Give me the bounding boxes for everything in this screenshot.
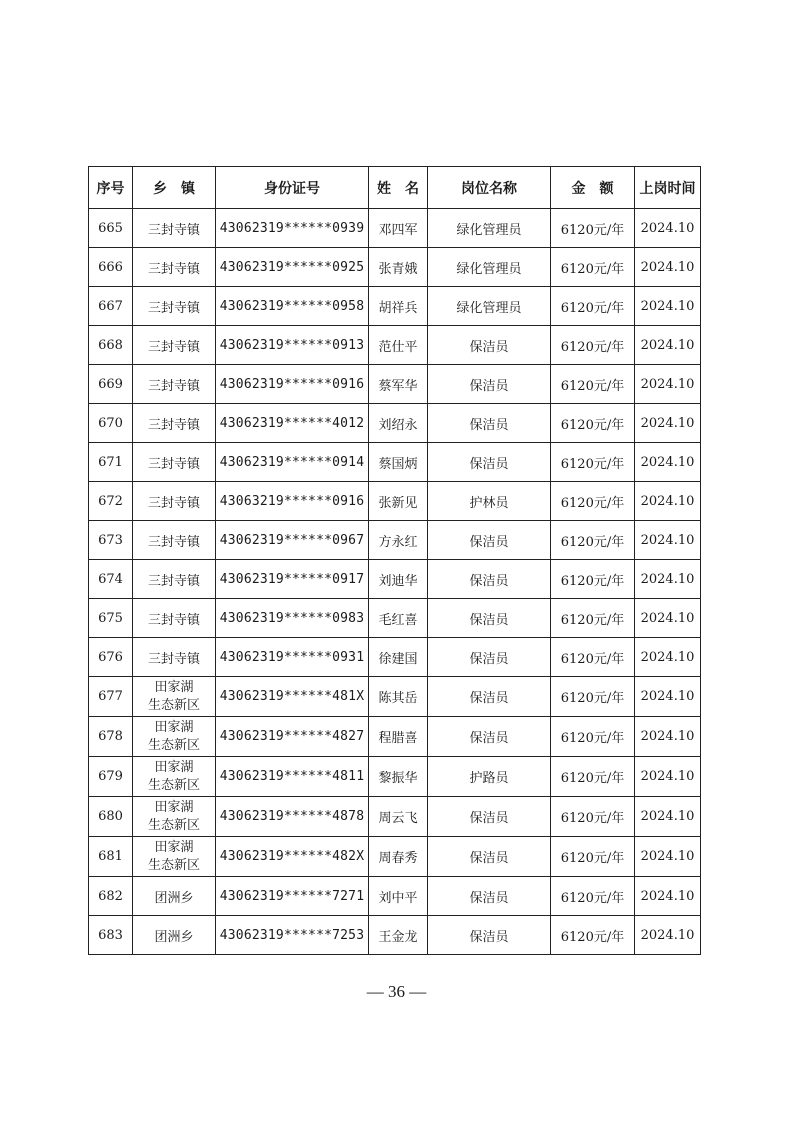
table-row bbox=[89, 443, 701, 482]
cell-name: 刘中平 bbox=[369, 877, 428, 916]
cell-town: 三封寺镇 bbox=[133, 209, 216, 248]
town-line-1: 田家湖 bbox=[154, 799, 194, 815]
cell-id-number: 43062319******7271 bbox=[216, 877, 369, 916]
table-row bbox=[89, 797, 701, 837]
cell-id-number: 43062319******0931 bbox=[216, 638, 369, 677]
cell-town: 团洲乡 bbox=[133, 877, 216, 916]
cell-town: 三封寺镇 bbox=[133, 560, 216, 599]
table-row bbox=[89, 521, 701, 560]
cell-start-date: 2024.10 bbox=[635, 757, 701, 797]
cell-seq: 673 bbox=[89, 521, 133, 560]
cell-position: 保洁员 bbox=[428, 837, 551, 877]
cell-start-date: 2024.10 bbox=[635, 326, 701, 365]
town-line-2: 生态新区 bbox=[147, 857, 200, 873]
table-row bbox=[89, 560, 701, 599]
cell-start-date: 2024.10 bbox=[635, 837, 701, 877]
header-position: 岗位名称 bbox=[428, 167, 551, 209]
cell-start-date: 2024.10 bbox=[635, 916, 701, 955]
cell-position: 保洁员 bbox=[428, 797, 551, 837]
table-row bbox=[89, 287, 701, 326]
cell-id-number: 43062319******4012 bbox=[216, 404, 369, 443]
cell-town: 三封寺镇 bbox=[133, 521, 216, 560]
cell-position: 保洁员 bbox=[428, 365, 551, 404]
cell-name: 毛红喜 bbox=[369, 599, 428, 638]
cell-start-date: 2024.10 bbox=[635, 404, 701, 443]
table-row bbox=[89, 638, 701, 677]
cell-position: 保洁员 bbox=[428, 599, 551, 638]
cell-amount: 6120元/年 bbox=[551, 797, 635, 837]
cell-seq: 681 bbox=[89, 837, 133, 877]
town-line-2: 生态新区 bbox=[147, 817, 200, 833]
cell-seq: 682 bbox=[89, 877, 133, 916]
cell-seq: 665 bbox=[89, 209, 133, 248]
cell-seq: 667 bbox=[89, 287, 133, 326]
header-name: 姓 名 bbox=[369, 167, 428, 209]
cell-town bbox=[133, 797, 216, 837]
cell-name: 范仕平 bbox=[369, 326, 428, 365]
cell-start-date: 2024.10 bbox=[635, 248, 701, 287]
cell-seq: 669 bbox=[89, 365, 133, 404]
cell-seq: 674 bbox=[89, 560, 133, 599]
cell-start-date: 2024.10 bbox=[635, 482, 701, 521]
cell-name: 蔡军华 bbox=[369, 365, 428, 404]
cell-start-date: 2024.10 bbox=[635, 677, 701, 717]
cell-id-number: 43062319******0967 bbox=[216, 521, 369, 560]
cell-amount: 6120元/年 bbox=[551, 916, 635, 955]
cell-town: 三封寺镇 bbox=[133, 638, 216, 677]
cell-start-date: 2024.10 bbox=[635, 209, 701, 248]
town-line-1: 田家湖 bbox=[154, 719, 194, 735]
cell-town: 三封寺镇 bbox=[133, 599, 216, 638]
cell-name: 张青娥 bbox=[369, 248, 428, 287]
cell-position: 保洁员 bbox=[428, 717, 551, 757]
table-row bbox=[89, 916, 701, 955]
cell-seq: 678 bbox=[89, 717, 133, 757]
cell-id-number: 43062319******482X bbox=[216, 837, 369, 877]
table-row bbox=[89, 717, 701, 757]
table-row bbox=[89, 365, 701, 404]
cell-position: 保洁员 bbox=[428, 638, 551, 677]
cell-start-date: 2024.10 bbox=[635, 521, 701, 560]
cell-id-number: 43062319******0914 bbox=[216, 443, 369, 482]
cell-town: 三封寺镇 bbox=[133, 287, 216, 326]
cell-start-date: 2024.10 bbox=[635, 365, 701, 404]
cell-name: 蔡国炳 bbox=[369, 443, 428, 482]
cell-start-date: 2024.10 bbox=[635, 599, 701, 638]
cell-name: 刘迪华 bbox=[369, 560, 428, 599]
cell-position: 保洁员 bbox=[428, 916, 551, 955]
cell-seq: 668 bbox=[89, 326, 133, 365]
cell-seq: 676 bbox=[89, 638, 133, 677]
cell-position: 护林员 bbox=[428, 482, 551, 521]
cell-amount: 6120元/年 bbox=[551, 757, 635, 797]
cell-town: 三封寺镇 bbox=[133, 443, 216, 482]
table-row bbox=[89, 482, 701, 521]
cell-id-number: 43062319******0917 bbox=[216, 560, 369, 599]
cell-seq: 675 bbox=[89, 599, 133, 638]
cell-amount: 6120元/年 bbox=[551, 677, 635, 717]
town-line-2: 生态新区 bbox=[147, 737, 200, 753]
town-line-1: 田家湖 bbox=[154, 759, 194, 775]
cell-position: 保洁员 bbox=[428, 677, 551, 717]
cell-seq: 680 bbox=[89, 797, 133, 837]
cell-seq: 677 bbox=[89, 677, 133, 717]
cell-amount: 6120元/年 bbox=[551, 443, 635, 482]
cell-start-date: 2024.10 bbox=[635, 797, 701, 837]
table-row bbox=[89, 326, 701, 365]
cell-id-number: 43063219******0916 bbox=[216, 482, 369, 521]
cell-position: 绿化管理员 bbox=[428, 209, 551, 248]
cell-seq: 666 bbox=[89, 248, 133, 287]
cell-position: 保洁员 bbox=[428, 877, 551, 916]
table-row bbox=[89, 209, 701, 248]
cell-start-date: 2024.10 bbox=[635, 560, 701, 599]
cell-amount: 6120元/年 bbox=[551, 599, 635, 638]
cell-id-number: 43062319******0983 bbox=[216, 599, 369, 638]
table-row bbox=[89, 877, 701, 916]
cell-position: 绿化管理员 bbox=[428, 287, 551, 326]
cell-position: 保洁员 bbox=[428, 521, 551, 560]
cell-start-date: 2024.10 bbox=[635, 717, 701, 757]
cell-name: 黎振华 bbox=[369, 757, 428, 797]
cell-town bbox=[133, 677, 216, 717]
cell-amount: 6120元/年 bbox=[551, 287, 635, 326]
cell-town bbox=[133, 837, 216, 877]
cell-id-number: 43062319******0939 bbox=[216, 209, 369, 248]
cell-id-number: 43062319******4811 bbox=[216, 757, 369, 797]
cell-amount: 6120元/年 bbox=[551, 365, 635, 404]
cell-start-date: 2024.10 bbox=[635, 638, 701, 677]
cell-id-number: 43062319******481X bbox=[216, 677, 369, 717]
town-line-2: 生态新区 bbox=[147, 697, 200, 713]
cell-town: 三封寺镇 bbox=[133, 482, 216, 521]
cell-amount: 6120元/年 bbox=[551, 638, 635, 677]
table-row bbox=[89, 837, 701, 877]
table-row bbox=[89, 757, 701, 797]
header-town: 乡 镇 bbox=[133, 167, 216, 209]
header-id-number: 身份证号 bbox=[216, 167, 369, 209]
cell-town: 团洲乡 bbox=[133, 916, 216, 955]
cell-seq: 672 bbox=[89, 482, 133, 521]
cell-seq: 679 bbox=[89, 757, 133, 797]
cell-name: 刘绍永 bbox=[369, 404, 428, 443]
town-line-2: 生态新区 bbox=[147, 777, 200, 793]
cell-name: 胡祥兵 bbox=[369, 287, 428, 326]
table-row bbox=[89, 599, 701, 638]
cell-amount: 6120元/年 bbox=[551, 521, 635, 560]
cell-position: 保洁员 bbox=[428, 443, 551, 482]
cell-name: 方永红 bbox=[369, 521, 428, 560]
cell-id-number: 43062319******0925 bbox=[216, 248, 369, 287]
header-start-date: 上岗时间 bbox=[635, 167, 701, 209]
table-row bbox=[89, 677, 701, 717]
cell-start-date: 2024.10 bbox=[635, 877, 701, 916]
cell-seq: 683 bbox=[89, 916, 133, 955]
cell-name: 程腊喜 bbox=[369, 717, 428, 757]
page-number: — 36 — bbox=[366, 982, 427, 1001]
cell-name: 周春秀 bbox=[369, 837, 428, 877]
cell-name: 周云飞 bbox=[369, 797, 428, 837]
cell-id-number: 43062319******7253 bbox=[216, 916, 369, 955]
cell-amount: 6120元/年 bbox=[551, 404, 635, 443]
cell-id-number: 43062319******4878 bbox=[216, 797, 369, 837]
cell-amount: 6120元/年 bbox=[551, 209, 635, 248]
cell-id-number: 43062319******4827 bbox=[216, 717, 369, 757]
table-header-row bbox=[89, 167, 701, 209]
cell-amount: 6120元/年 bbox=[551, 482, 635, 521]
cell-position: 护路员 bbox=[428, 757, 551, 797]
cell-town bbox=[133, 717, 216, 757]
header-amount: 金 额 bbox=[551, 167, 635, 209]
cell-amount: 6120元/年 bbox=[551, 717, 635, 757]
table-row bbox=[89, 404, 701, 443]
table-row bbox=[89, 248, 701, 287]
cell-amount: 6120元/年 bbox=[551, 326, 635, 365]
cell-id-number: 43062319******0916 bbox=[216, 365, 369, 404]
cell-position: 绿化管理员 bbox=[428, 248, 551, 287]
cell-name: 张新见 bbox=[369, 482, 428, 521]
cell-town: 三封寺镇 bbox=[133, 404, 216, 443]
town-line-1: 田家湖 bbox=[154, 679, 194, 695]
cell-amount: 6120元/年 bbox=[551, 560, 635, 599]
cell-position: 保洁员 bbox=[428, 404, 551, 443]
cell-position: 保洁员 bbox=[428, 560, 551, 599]
town-line-1: 田家湖 bbox=[154, 839, 194, 855]
cell-amount: 6120元/年 bbox=[551, 837, 635, 877]
cell-town: 三封寺镇 bbox=[133, 326, 216, 365]
cell-name: 邓四军 bbox=[369, 209, 428, 248]
cell-name: 陈其岳 bbox=[369, 677, 428, 717]
header-seq: 序号 bbox=[89, 167, 133, 209]
cell-id-number: 43062319******0958 bbox=[216, 287, 369, 326]
cell-start-date: 2024.10 bbox=[635, 443, 701, 482]
cell-seq: 670 bbox=[89, 404, 133, 443]
cell-amount: 6120元/年 bbox=[551, 877, 635, 916]
cell-name: 徐建国 bbox=[369, 638, 428, 677]
cell-name: 王金龙 bbox=[369, 916, 428, 955]
cell-seq: 671 bbox=[89, 443, 133, 482]
cell-town: 三封寺镇 bbox=[133, 248, 216, 287]
cell-position: 保洁员 bbox=[428, 326, 551, 365]
cell-id-number: 43062319******0913 bbox=[216, 326, 369, 365]
cell-start-date: 2024.10 bbox=[635, 287, 701, 326]
cell-amount: 6120元/年 bbox=[551, 248, 635, 287]
cell-town bbox=[133, 757, 216, 797]
personnel-table bbox=[88, 166, 701, 955]
cell-town: 三封寺镇 bbox=[133, 365, 216, 404]
